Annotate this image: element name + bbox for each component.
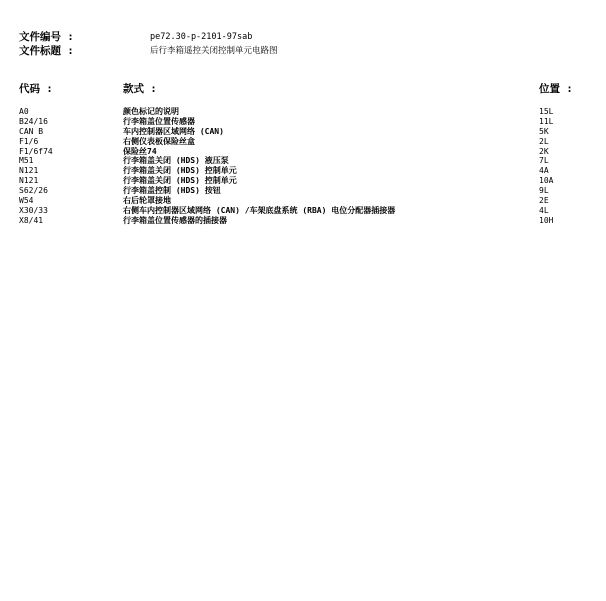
component-description: 行李箱盖关闭 (HDS) 控制单元 <box>123 176 237 186</box>
document-number-value: pe72.30-p-2101-97sab <box>150 32 253 42</box>
component-position: 11L <box>539 116 554 126</box>
component-code: S62/26 <box>19 186 48 196</box>
component-position: 4A <box>539 166 549 176</box>
component-position: 5K <box>539 126 549 136</box>
component-description: 行李箱盖控制 (HDS) 按钮 <box>123 186 221 196</box>
component-position: 10A <box>539 176 554 186</box>
component-position: 7L <box>539 156 549 166</box>
component-position: 9L <box>539 186 549 196</box>
component-code: N121 <box>19 166 39 176</box>
table-row <box>19 156 579 166</box>
component-description: 右侧车内控制器区域网络 (CAN) /车架底盘系统 (RBA) 电位分配器插接器 <box>123 205 396 215</box>
code-column-header: 代码 : <box>19 83 53 95</box>
component-position: 10H <box>539 215 554 225</box>
component-code: N121 <box>19 176 39 186</box>
component-description: 保险丝74 <box>123 146 157 156</box>
table-row <box>19 147 579 157</box>
component-position: 2E <box>539 196 549 206</box>
component-position: 2L <box>539 136 549 146</box>
description-column-header: 款式 : <box>123 83 157 95</box>
component-code: W54 <box>19 196 34 206</box>
table-row <box>19 107 579 117</box>
component-description: 右侧仪表板保险丝盒 <box>123 136 195 146</box>
legend-table <box>19 107 579 226</box>
table-row <box>19 206 579 216</box>
component-code: F1/6 <box>19 136 39 146</box>
component-description: 右后轮罩接地 <box>123 196 171 206</box>
table-row <box>19 127 579 137</box>
component-description: 行李箱盖位置传感器 <box>123 116 195 126</box>
position-column-header: 位置 : <box>539 83 573 95</box>
table-row <box>19 176 579 186</box>
component-description: 行李箱盖关闭 (HDS) 控制单元 <box>123 166 237 176</box>
component-description: 车内控制器区域网络 (CAN) <box>123 126 224 136</box>
component-code: B24/16 <box>19 116 48 126</box>
component-code: X8/41 <box>19 215 44 225</box>
table-row <box>19 137 579 147</box>
document-title-value: 后行李箱遥控关闭控制单元电路图 <box>150 46 278 56</box>
document-number-label: 文件编号 : <box>19 31 74 43</box>
table-row <box>19 166 579 176</box>
component-description: 行李箱盖位置传感器的插接器 <box>123 215 227 225</box>
component-position: 15L <box>539 107 554 116</box>
component-code: M51 <box>19 156 34 166</box>
component-code: F1/6f74 <box>19 146 53 156</box>
component-code: A0 <box>19 107 29 116</box>
component-code: X30/33 <box>19 205 48 215</box>
component-description: 行李箱盖关闭 (HDS) 液压泵 <box>123 156 229 166</box>
document-title-row <box>19 45 579 58</box>
table-row <box>19 196 579 206</box>
table-row <box>19 117 579 127</box>
document-number-row <box>19 31 579 44</box>
table-row <box>19 186 579 196</box>
component-description: 颜色标记的说明 <box>123 107 179 116</box>
component-position: 4L <box>539 205 549 215</box>
table-row <box>19 216 579 226</box>
component-code: CAN B <box>19 126 44 136</box>
document-title-label: 文件标题 : <box>19 45 74 57</box>
component-position: 2K <box>539 146 549 156</box>
